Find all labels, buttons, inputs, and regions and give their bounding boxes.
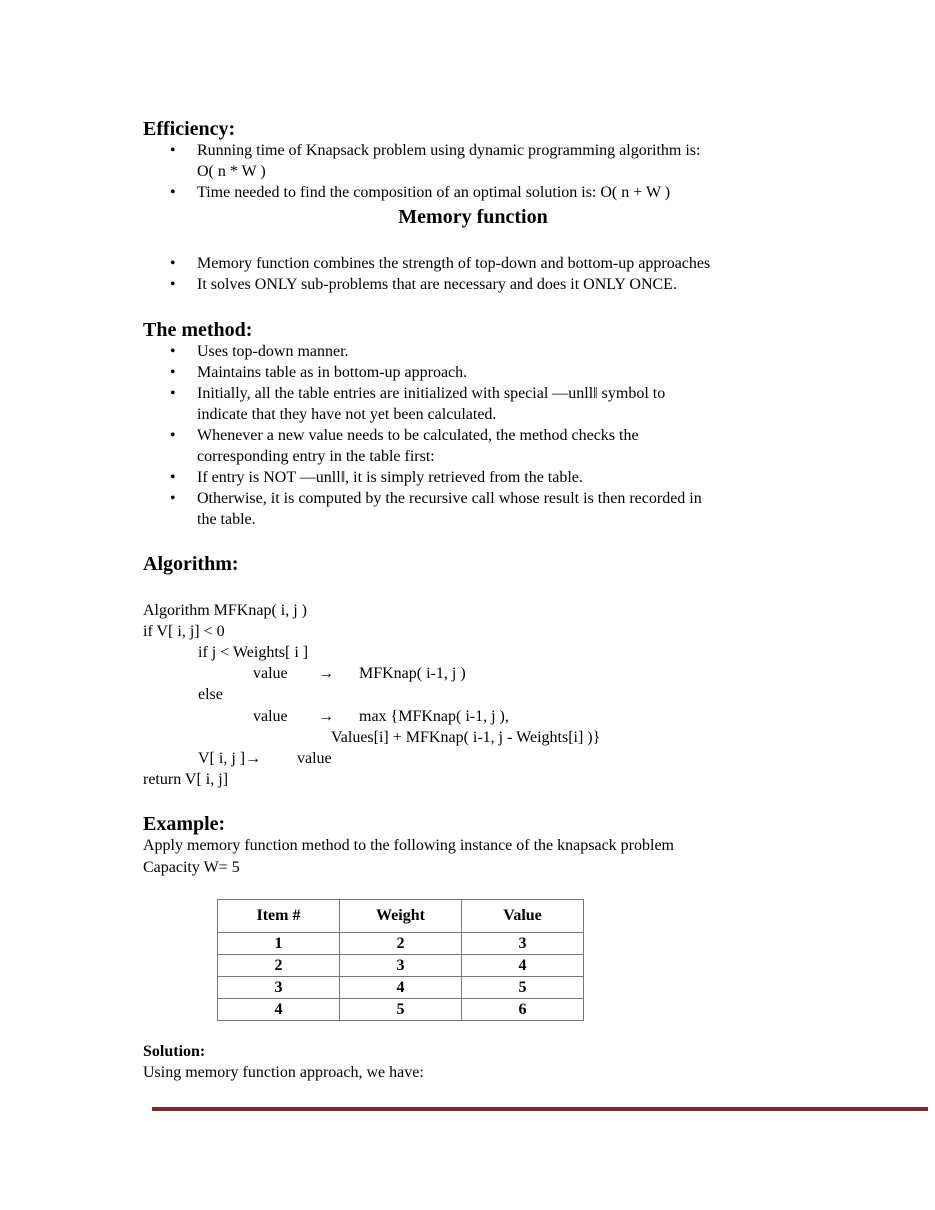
bullet-icon: •	[170, 427, 176, 444]
algorithm-token: value	[297, 750, 332, 767]
table-cell: 2	[218, 955, 340, 977]
table-header-row	[218, 900, 584, 933]
table-row	[218, 955, 584, 977]
algorithm-token: value	[253, 665, 288, 682]
table-cell: 5	[462, 977, 584, 999]
table-row	[218, 933, 584, 955]
algorithm-token: MFKnap( i-1, j )	[359, 665, 466, 682]
bullet-icon: •	[170, 142, 176, 159]
table-cell: 4	[462, 955, 584, 977]
table-header-value: Value	[462, 900, 584, 933]
memory-function-item-2: It solves ONLY sub-problems that are necessary and does it ONLY ONCE.	[197, 276, 677, 293]
method-line-6-cont: the table.	[197, 511, 256, 528]
table-cell: 6	[462, 999, 584, 1021]
algorithm-token: value	[253, 708, 288, 725]
table-row	[218, 977, 584, 999]
bullet-icon: •	[170, 385, 176, 402]
bullet-icon: •	[170, 469, 176, 486]
table-cell: 2	[340, 933, 462, 955]
example-heading: Example:	[143, 813, 226, 835]
efficiency-heading: Efficiency:	[143, 118, 236, 140]
example-text: Apply memory function method to the following instance of the knapsack problem	[143, 837, 674, 854]
algorithm-line: Algorithm MFKnap( i, j )	[143, 602, 307, 619]
method-heading: The method:	[143, 319, 253, 341]
arrow-icon: →	[318, 665, 334, 682]
table-cell: 3	[462, 933, 584, 955]
table-cell: 3	[218, 977, 340, 999]
arrow-icon: →	[318, 708, 334, 725]
table-cell: 4	[218, 999, 340, 1021]
bullet-icon: •	[170, 343, 176, 360]
algorithm-line: if j < Weights[ i ]	[198, 644, 309, 661]
solution-text: Using memory function approach, we have:	[143, 1064, 424, 1081]
efficiency-item-1-cont: O( n * W )	[197, 163, 266, 180]
table-header-item: Item #	[218, 900, 340, 933]
table-cell: 1	[218, 933, 340, 955]
bullet-icon: •	[170, 255, 176, 272]
algorithm-token: V[ i, j ]→	[198, 750, 262, 767]
method-line-4: Whenever a new value needs to be calculated, the method checks the	[197, 427, 639, 444]
items-table	[217, 899, 584, 1021]
method-line-4-cont: corresponding entry in the table first:	[197, 448, 435, 465]
algorithm-line: return V[ i, j]	[143, 771, 229, 788]
footer-rule	[152, 1107, 928, 1111]
table-header-weight: Weight	[340, 900, 462, 933]
algorithm-token: max {MFKnap( i-1, j ),	[359, 708, 509, 725]
bullet-icon: •	[170, 364, 176, 381]
solution-heading: Solution:	[143, 1043, 206, 1060]
algorithm-line: else	[198, 686, 223, 703]
table-cell: 5	[340, 999, 462, 1021]
memory-function-item-1: Memory function combines the strength of top-down and bottom-up approaches	[197, 255, 711, 272]
method-line-5: If entry is NOT ―unll‖, it is simply retrieved from the table.	[197, 469, 583, 486]
method-line-6: Otherwise, it is computed by the recursive call whose result is then recorded in	[197, 490, 702, 507]
table-cell: 4	[340, 977, 462, 999]
method-line-3-cont: indicate that they have not yet been calculated.	[197, 406, 497, 423]
method-line-1: Uses top-down manner.	[197, 343, 349, 360]
bullet-icon: •	[170, 490, 176, 507]
table-row	[218, 999, 584, 1021]
bullet-icon: •	[170, 276, 176, 293]
bullet-icon: •	[170, 184, 176, 201]
algorithm-line: Values[i] + MFKnap( i-1, j - Weights[i] )}	[331, 729, 601, 746]
memory-function-title: Memory function	[398, 206, 548, 228]
table-cell: 3	[340, 955, 462, 977]
efficiency-item-1: Running time of Knapsack problem using dynamic programming algorithm is:	[197, 142, 701, 159]
method-line-2: Maintains table as in bottom-up approach.	[197, 364, 468, 381]
algorithm-line: if V[ i, j] < 0	[143, 623, 225, 640]
algorithm-heading: Algorithm:	[143, 553, 239, 575]
efficiency-item-2: Time needed to find the composition of an optimal solution is: O( n + W )	[197, 184, 671, 201]
capacity-text: Capacity W= 5	[143, 859, 240, 876]
method-line-3: Initially, all the table entries are initialized with special ―unll‖ symbol to	[197, 385, 666, 402]
